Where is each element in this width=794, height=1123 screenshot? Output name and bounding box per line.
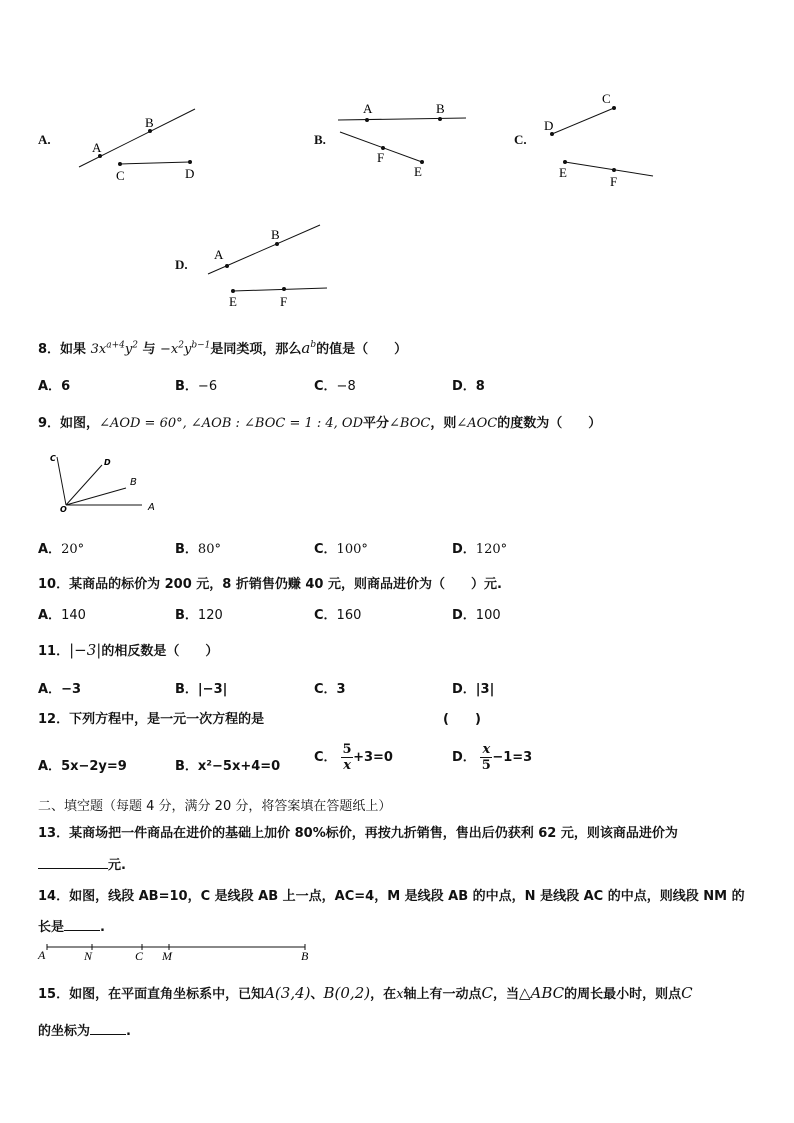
q14-label-a: A (38, 948, 46, 962)
q7a-label-c: C (116, 168, 125, 183)
q15-stem: 15．如图，在平面直角坐标系中，已知A(3,4)、B(0,2)，在x轴上有一动点C，当△ABC的周长最小时，则点C (38, 984, 693, 1002)
q10-option-a[interactable]: A．140 (38, 608, 86, 623)
q7c-label-e: E (559, 165, 567, 180)
q8-number: 8． (38, 342, 61, 357)
q9-math1: ∠AOD = 60°, ∠AOB : ∠BOC = 1 : 4, OD (99, 416, 364, 431)
q11-option-d[interactable]: D．|3| (452, 682, 495, 697)
q9-option-b[interactable]: B．80° (175, 542, 221, 557)
q11-number: 11． (38, 644, 70, 659)
q7c-label-f: F (610, 174, 618, 188)
q8-exp2: 2 (178, 340, 184, 351)
q7a-label-a: A (92, 140, 102, 155)
q10-option-b[interactable]: B．120 (175, 608, 223, 623)
q11-option-a[interactable]: A．−3 (38, 682, 82, 697)
q7-option-d-key: D. (175, 257, 188, 272)
q8-option-a[interactable]: A．6 (38, 379, 71, 394)
q10-option-c[interactable]: C．160 (314, 608, 362, 623)
q12-stem: 12．下列方程中，是一元一次方程的是 (38, 712, 265, 727)
q7-figure-d (200, 218, 335, 310)
q14-stem2: 长是 (38, 920, 65, 935)
q8-stem-a: 如果 (60, 342, 87, 357)
q11-option-c[interactable]: C．3 (314, 682, 346, 697)
q12-option-c[interactable]: C． $\frac{5}{x}$ +3=0 (314, 742, 393, 773)
q9-option-c[interactable]: C．100° (314, 542, 368, 557)
q7-figure-c (538, 88, 668, 188)
q8-exp3: b (310, 340, 317, 350)
q7b-label-f: F (377, 150, 385, 165)
q8-exp1: a+4 (106, 340, 125, 351)
q14-blank[interactable] (64, 918, 100, 931)
q12-d-fraction: $\frac{x}{5}$ (481, 742, 491, 773)
q14-segment-figure (36, 940, 326, 964)
q14-label-n: N (84, 949, 93, 963)
q7b-label-b: B (436, 101, 445, 116)
q7a-label-d: D (185, 166, 195, 181)
q9-stem (38, 412, 601, 431)
q9-label-d: D (104, 458, 111, 467)
q9-label-o: O (60, 505, 67, 514)
q7-figure-b (330, 96, 470, 186)
q13-blank[interactable] (38, 856, 108, 869)
q8-stem-c: 是同类项，那么 (210, 342, 302, 357)
q7-option-b-key: B. (314, 132, 326, 147)
q7c-label-c: C (602, 91, 611, 106)
q8-expr3: a (301, 339, 311, 357)
q14-label-b: B (301, 949, 309, 963)
q8-option-b[interactable]: B．−6 (175, 379, 218, 394)
q7c-label-d: D (544, 118, 554, 133)
q12-c-fraction: $\frac{5}{x}$ (342, 742, 352, 773)
q15-point-a: A(3,4) (264, 984, 311, 1002)
q15-point-c2: C (681, 984, 693, 1002)
q7d-label-b: B (271, 227, 280, 242)
q8-exp1b: 2 (132, 340, 138, 351)
q12-paren: ( ) (443, 712, 481, 727)
q9-math2: ∠BOC (389, 416, 431, 431)
q15-stem-a: 15．如图，在平面直角坐标系中，已知 (38, 987, 265, 1002)
q15-point-c: C (481, 984, 493, 1002)
q9-option-d[interactable]: D．120° (452, 542, 508, 557)
q14-label-c: C (135, 949, 144, 963)
q9-angle-figure (42, 450, 172, 520)
q12-option-d[interactable]: D． $\frac{x}{5}$ −1=3 (452, 742, 533, 773)
q8-stem-d: 的值是（ ） (316, 342, 408, 357)
q7b-label-a: A (363, 101, 373, 116)
q8-exp2b: b−1 (191, 340, 211, 351)
q9-label-b: B (130, 477, 137, 488)
q11-abs: |−3| (69, 641, 102, 659)
q8-expr2b: y (183, 342, 192, 357)
q7d-label-e: E (229, 294, 237, 309)
q9-label-a: A (148, 502, 155, 513)
q11-stem (38, 640, 218, 659)
q7d-label-a: A (214, 247, 224, 262)
q12-option-b[interactable]: B．x²−5x+4=0 (175, 759, 281, 774)
q15-stem-f: 的坐标为 (38, 1024, 91, 1039)
q13-stem: 13．某商场把一件商品在进价的基础上加价 80%标价，再按九折销售，售出后仍获利 62 元，则该商品进价为 (38, 826, 678, 841)
q7b-label-e: E (414, 164, 422, 179)
q9-math3: ∠AOC (456, 416, 498, 431)
q15-answer-line (38, 1020, 131, 1039)
q9-number: 9． (38, 416, 61, 431)
q10-stem: 10．某商品的标价为 200 元，8 折销售仍赚 40 元，则商品进价为（ ）元. (38, 577, 502, 592)
q8-expr2: −x (160, 342, 179, 357)
q8-stem (38, 338, 407, 357)
q11-stem-text: 的相反数是（ ） (101, 644, 219, 659)
q8-option-d[interactable]: D．8 (452, 379, 485, 394)
section-title-fill-blank: 二、填空题（每题 4 分，满分 20 分，将答案填在答题纸上） (38, 799, 392, 814)
q15-blank[interactable] (90, 1022, 126, 1035)
q14-tail: . (100, 920, 105, 935)
q7d-label-f: F (280, 294, 288, 309)
q8-expr1: 3x (90, 342, 107, 357)
q9-option-a[interactable]: A．20° (38, 542, 85, 557)
q14-label-m: M (162, 949, 172, 963)
q14-stem: 14．如图，线段 AB=10，C 是线段 AB 上一点，AC=4，M 是线段 AB 的中点，N 是线段 AC 的中点，则线段 NM 的 (38, 889, 745, 904)
q9-stem-c: ，则 (430, 416, 457, 431)
q9-stem-d: 的度数为（ ） (497, 416, 602, 431)
q7-figure-a (70, 100, 210, 190)
q13-tail: 元. (108, 858, 126, 873)
q8-expr1b: y (124, 342, 133, 357)
q14-answer-line (38, 916, 105, 935)
q7a-label-b: B (145, 115, 154, 130)
q8-option-c[interactable]: C．−8 (314, 379, 356, 394)
q11-option-b[interactable]: B．|−3| (175, 682, 228, 697)
q15-x: x (396, 987, 404, 1002)
q9-stem-a: 如图， (60, 416, 100, 431)
q9-stem-b: 平分 (363, 416, 390, 431)
q8-stem-b: 与 (142, 342, 156, 357)
q7-option-a-key: A. (38, 132, 51, 147)
q9-label-c: C (50, 454, 56, 463)
q13-answer-line (38, 854, 126, 873)
q15-tail: . (126, 1024, 131, 1039)
q15-point-b: B(0,2) (323, 984, 371, 1002)
q10-option-d[interactable]: D．100 (452, 608, 501, 623)
q15-triangle: △ABC (518, 984, 565, 1002)
q7-option-c-key: C. (514, 132, 527, 147)
q12-option-a[interactable]: A．5x−2y=9 (38, 759, 127, 774)
